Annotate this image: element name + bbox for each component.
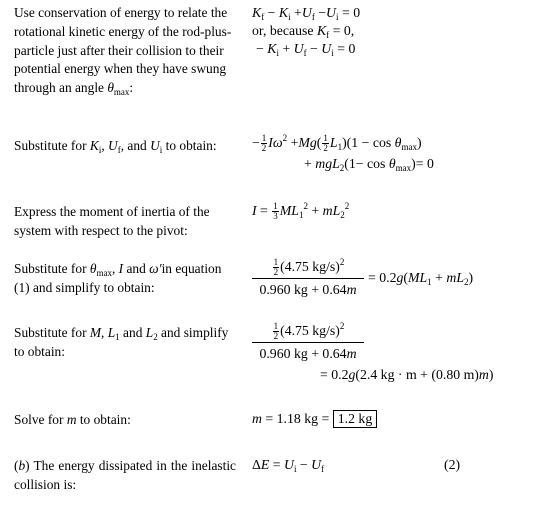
step6-text: Solve for m to obtain: xyxy=(14,412,131,427)
eq-line-reduced: − $K_i + U_f - U_i = 0$ xyxy=(256,41,356,58)
part-b-text: (b) The energy dissipated in the inelastic collision is: xyxy=(14,458,236,492)
equation-number: (2) xyxy=(444,457,461,472)
theta-symbol: θ xyxy=(107,80,114,96)
step3-text: Express the moment of inertia of the system with respect to the pivot: xyxy=(14,204,210,238)
theta-subscript: max xyxy=(113,87,130,98)
step5-text: Substitute for M, $L_1$ and $L_2$ and simplify to obtain: xyxy=(14,325,229,359)
energy-dissipated-equation: $\Delta E = U_i - U_f$ (2) xyxy=(252,457,461,474)
step1-text-end: : xyxy=(129,80,134,96)
simplified-equation-2 xyxy=(252,322,532,384)
fraction-2-rhs: = 0.2g(2.4 kg · m + (0.80 m)m) xyxy=(320,367,494,382)
moment-of-inertia-equation: I = $\frac{1}{3}$ $ML_1^2 + mL_2^2$ xyxy=(252,201,350,222)
fraction-2 xyxy=(252,322,364,363)
fraction-1 xyxy=(252,258,364,299)
step4-text: Substitute for $\theta_{max}$, I and ω′in equation (1) and simplify to obtain: xyxy=(14,261,222,295)
part-b-label: (b) xyxy=(14,458,30,473)
fraction-1-numerator: $\frac{1}{2}$ (4.75 kg/s)$^2$ xyxy=(273,257,345,278)
mass-result-equation: m = 1.18 kg = 1.2 kg xyxy=(252,410,532,428)
step1-text xyxy=(14,4,236,98)
substituted-eq-line2: + $mgL_2(1- \cos \theta_{max})= 0$ xyxy=(304,156,434,174)
energy-conservation-equation xyxy=(252,4,532,58)
fraction-2-numerator: $\frac{1}{2}$ (4.75 kg/s)$^2$ xyxy=(273,321,345,342)
substituted-eq-line1: − $\frac{1}{2}$ $I\omega^2 +Mg$( $\frac{1}{2}$ $L_1)(1 - \cos \theta_{max})$ xyxy=(252,133,422,154)
fraction-2-denominator: 0.960 kg + 0.64m xyxy=(252,342,364,363)
eq-line-full-conservation: $K_f - K_i +U_f -U_i = 0$ xyxy=(252,5,361,22)
step2-text: Substitute for $K_i$, $U_f$, and $U_i$ to obtain: xyxy=(14,138,217,155)
mass-variable: m xyxy=(66,412,77,427)
fraction-1-rhs: = $0.2g(ML_1 + mL_2)$ xyxy=(368,270,474,287)
boxed-answer: 1.2 kg xyxy=(333,410,378,428)
substituted-energy-equation xyxy=(252,134,532,173)
eq-line-condition: or, because $K_f = 0$, xyxy=(252,23,355,40)
fraction-1-denominator: 0.960 kg + 0.64m xyxy=(252,278,364,299)
simplified-equation-1 xyxy=(252,258,532,302)
step1-text-start: Use conservation of energy to relate the rotational kinetic energy of the rod-plus-particle just after their collision to their potential energy when they have swung through an angle xyxy=(14,5,232,96)
